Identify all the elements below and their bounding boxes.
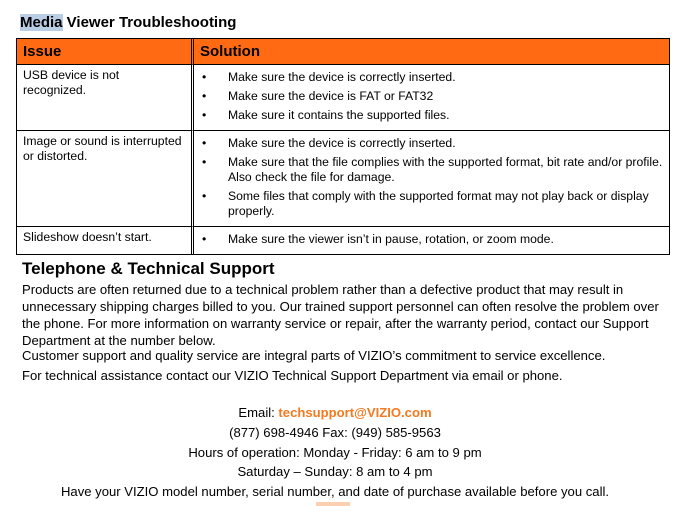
hours-weekday: Hours of operation: Monday - Friday: 6 am to 9 pm xyxy=(188,445,482,460)
page-title xyxy=(20,14,236,31)
table-row xyxy=(17,226,669,254)
solution-column-header: Solution xyxy=(194,39,669,65)
list-item xyxy=(198,232,663,247)
bullet-icon: • xyxy=(202,89,207,103)
email-link[interactable]: techsupport@VIZIO.com xyxy=(278,405,432,420)
list-item xyxy=(198,89,663,104)
table-row xyxy=(17,65,669,130)
solution-list xyxy=(198,136,663,219)
table-header-row xyxy=(17,39,669,65)
reminder-line: Have your VIZIO model number, serial number, and date of purchase available before you call. xyxy=(60,484,610,499)
bullet-icon: • xyxy=(202,189,207,203)
bullet-icon: • xyxy=(202,232,207,246)
issue-cell: Slideshow doesn’t start. xyxy=(17,226,194,254)
title-highlight: Media xyxy=(20,14,63,31)
bullet-icon: • xyxy=(202,155,207,169)
solution-text: Make sure it contains the supported files. xyxy=(228,108,450,122)
troubleshooting-table xyxy=(16,38,670,255)
bullet-icon: • xyxy=(202,136,207,150)
solution-text: Some files that comply with the supported format may not play back or display properly. xyxy=(228,189,649,218)
cut-off-orange-text xyxy=(316,502,350,506)
bullet-icon: • xyxy=(202,70,207,84)
support-paragraph-2: Customer support and quality service are integral parts of VIZIO’s commitment to service excellence. xyxy=(22,348,606,363)
solution-text: Make sure the device is correctly inserted. xyxy=(228,136,456,150)
solution-cell xyxy=(194,130,669,226)
support-paragraph-3: For technical assistance contact our VIZIO Technical Support Department via email or phone. xyxy=(22,368,563,383)
solution-text: Make sure the device is correctly inserted. xyxy=(228,70,456,84)
list-item xyxy=(198,70,663,85)
solution-cell xyxy=(194,226,669,254)
support-heading: Telephone & Technical Support xyxy=(22,259,275,278)
solution-text: Make sure the viewer isn’t in pause, rotation, or zoom mode. xyxy=(228,232,554,246)
solution-list xyxy=(198,232,663,247)
phone-line: (877) 698-4946 Fax: (949) 585-9563 xyxy=(229,425,441,440)
table-row xyxy=(17,130,669,226)
issue-cell: USB device is not recognized. xyxy=(17,65,194,130)
email-line xyxy=(0,405,670,420)
title-rest: Viewer Troubleshooting xyxy=(62,14,237,31)
solution-text: Make sure the device is FAT or FAT32 xyxy=(228,89,434,103)
list-item xyxy=(198,155,663,185)
list-item xyxy=(198,136,663,151)
solution-cell xyxy=(194,65,669,130)
issue-cell: Image or sound is interrupted or distorted. xyxy=(17,130,194,226)
list-item xyxy=(198,189,663,219)
issue-column-header: Issue xyxy=(17,39,194,65)
list-item xyxy=(198,108,663,123)
support-paragraph-1: Products are often returned due to a technical problem rather than a defective product that may result in unnecessary shipping charges billed to you. Our trained support personnel can often resolve the problem over the phone. For more information on warranty service or repair, after the warranty period, contact our Support Department at the number below. xyxy=(22,282,659,348)
solution-list xyxy=(198,70,663,123)
hours-weekend: Saturday – Sunday: 8 am to 4 pm xyxy=(237,464,433,479)
email-label: Email: xyxy=(238,405,279,420)
solution-text: Make sure that the file complies with the supported format, bit rate and/or profile. Also check the file for damage. xyxy=(228,155,663,184)
bullet-icon: • xyxy=(202,108,207,122)
